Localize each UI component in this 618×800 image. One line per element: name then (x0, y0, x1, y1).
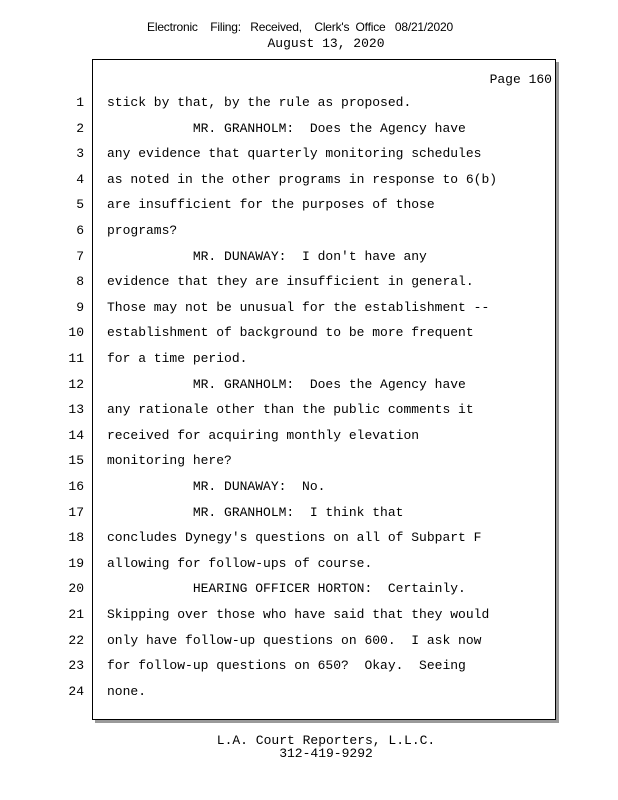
transcript-line: for a time period. (107, 351, 248, 366)
transcript-line: stick by that, by the rule as proposed. (107, 95, 412, 110)
transcript-line: received for acquiring monthly elevation (107, 428, 420, 443)
line-number: 24 (68, 684, 84, 699)
page-number: Page 160 (489, 72, 552, 87)
line-number: 9 (76, 300, 84, 315)
transcript-line: MR. GRANHOLM: I think that (107, 505, 404, 520)
court-reporter-firm: L.A. Court Reporters, L.L.C. (216, 733, 436, 748)
transcript-line: only have follow-up questions on 600. I ask now (107, 633, 482, 648)
line-number: 5 (76, 197, 84, 212)
line-number: 6 (76, 223, 84, 238)
transcript-line: MR. GRANHOLM: Does the Agency have (107, 377, 466, 392)
transcript-line: MR. DUNAWAY: No. (107, 479, 326, 494)
transcript-line: allowing for follow-ups of course. (107, 556, 373, 571)
line-number: 16 (68, 479, 84, 494)
line-number: 10 (68, 325, 84, 340)
court-reporter-phone: 312-419-9292 (279, 746, 373, 761)
line-number: 1 (76, 95, 84, 110)
line-number: 19 (68, 556, 84, 571)
transcript-line: programs? (107, 223, 178, 238)
line-number: 11 (68, 351, 84, 366)
line-number: 20 (68, 581, 84, 596)
transcript-line: concludes Dynegy's questions on all of Subpart F (107, 530, 482, 545)
line-number: 12 (68, 377, 84, 392)
line-number: 7 (76, 249, 84, 264)
line-number: 13 (68, 402, 84, 417)
line-number: 22 (68, 633, 84, 648)
transcript-line: establishment of background to be more frequent (107, 325, 474, 340)
transcript-line: evidence that they are insufficient in general. (107, 274, 474, 289)
transcript-line: Skipping over those who have said that they would (107, 607, 490, 622)
transcript-line: any rationale other than the public comments it (107, 402, 474, 417)
line-number: 17 (68, 505, 84, 520)
transcript-line: Those may not be unusual for the establishment -- (107, 300, 490, 315)
transcript-line: none. (107, 684, 147, 699)
line-number: 18 (68, 530, 84, 545)
transcript-line: are insufficient for the purposes of those (107, 197, 435, 212)
transcript-line: any evidence that quarterly monitoring schedules (107, 146, 482, 161)
transcript-line: MR. DUNAWAY: I don't have any (107, 249, 427, 264)
line-number: 23 (68, 658, 84, 673)
line-number: 3 (76, 146, 84, 161)
line-number: 2 (76, 121, 84, 136)
transcript-line: as noted in the other programs in response to 6(b) (107, 172, 498, 187)
transcript-date: August 13, 2020 (267, 36, 385, 51)
transcript-line: for follow-up questions on 650? Okay. Seeing (107, 658, 466, 673)
transcript-line: HEARING OFFICER HORTON: Certainly. (107, 581, 466, 596)
filing-stamp: Electronic Filing: Received, Clerk's Office 08/21/2020 (147, 20, 453, 34)
line-number: 15 (68, 453, 84, 468)
transcript-line: MR. GRANHOLM: Does the Agency have (107, 121, 466, 136)
line-number: 14 (68, 428, 84, 443)
line-number: 21 (68, 607, 84, 622)
line-number: 8 (76, 274, 84, 289)
transcript-line: monitoring here? (107, 453, 232, 468)
line-number: 4 (76, 172, 84, 187)
